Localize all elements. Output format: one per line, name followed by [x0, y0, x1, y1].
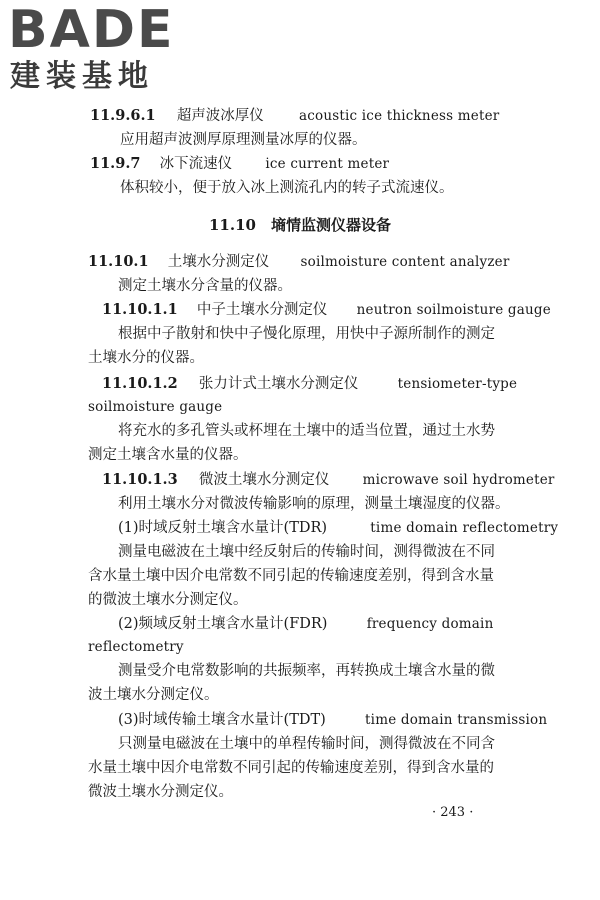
subentry-description: 水量土壤中因介电常数不同引起的传输速度差别，得到含水量的 [88, 760, 494, 776]
page-number: · 243 · [432, 805, 474, 820]
subentry-term-zh: (2)频域反射土壤含水量计(FDR) [118, 616, 328, 632]
logo-subtitle: 建装基地 [10, 59, 154, 94]
subentry-description: 含水量土壤中因介电常数不同引起的传输速度差别，得到含水量 [88, 568, 494, 584]
entry-number: 11.10.1.2 [102, 375, 178, 392]
subentry-term-zh: (1)时域反射土壤含水量计(TDR) [118, 520, 328, 536]
entry-heading [102, 300, 551, 320]
subentry-description: 波土壤水分测定仪。 [88, 687, 219, 703]
logo-brand: BADE [8, 0, 175, 60]
subentry-term-en-continued: reflectometry [88, 639, 184, 655]
entry-term-en: ice current meter [265, 156, 390, 172]
subentry-description: 的微波土壤水分测定仪。 [88, 592, 248, 608]
entry-description: 测定土壤水分含量的仪器。 [118, 278, 292, 294]
subentry-description: 只测量电磁波在土壤中的单程传输时间，测得微波在不同含 [118, 736, 495, 752]
entry-heading [90, 154, 389, 174]
entry-heading [102, 470, 555, 490]
entry-description: 根据中子散射和快中子慢化原理，用快中子源所制作的测定 [118, 326, 495, 342]
entry-description: 体积较小，便于放入冰上测流孔内的转子式流速仪。 [120, 180, 454, 196]
entry-description: 应用超声波测厚原理测量冰厚的仪器。 [120, 132, 367, 148]
entry-number: 11.10.1 [88, 253, 149, 270]
entry-term-en: tensiometer-type [397, 376, 518, 392]
entry-term-en-continued: soilmoisture gauge [88, 399, 223, 415]
entry-heading [90, 106, 499, 126]
entry-number: 11.10.1.1 [102, 301, 178, 318]
entry-term-en: neutron soilmoisture gauge [356, 302, 551, 318]
subentry-description: 微波土壤水分测定仪。 [88, 784, 233, 800]
entry-term-en: acoustic ice thickness meter [299, 108, 500, 124]
subentry-description: 测量电磁波在土壤中经反射后的传输时间，测得微波在不同 [118, 544, 495, 560]
entry-term-zh: 冰下流速仪 [159, 156, 233, 172]
subentry-term-en: frequency domain [366, 616, 494, 632]
subentry-description: 测量受介电常数影响的共振频率，再转换成土壤含水量的微 [118, 663, 495, 679]
entry-term-en: microwave soil hydrometer [362, 472, 555, 488]
entry-heading [88, 252, 510, 272]
entry-description: 将充水的多孔管头或杯埋在土壤中的适当位置，通过土水势 [118, 423, 495, 439]
entry-number: 11.9.7 [90, 155, 141, 172]
entry-description: 利用土壤水分对微波传输影响的原理，测量土壤湿度的仪器。 [118, 496, 510, 512]
entry-term-en: soilmoisture content analyzer [300, 254, 510, 270]
entry-term-zh: 张力计式土壤水分测定仪 [198, 376, 359, 392]
subentry-heading [118, 614, 493, 634]
entry-number: 11.9.6.1 [90, 107, 156, 124]
entry-heading [102, 374, 517, 394]
section-title: 11.10 墒情监测仪器设备 [209, 216, 391, 234]
subentry-term-en: time domain transmission [365, 712, 548, 728]
subentry-heading [118, 710, 547, 730]
subentry-term-zh: (3)时域传输土壤含水量计(TDT) [118, 712, 326, 728]
entry-number: 11.10.1.3 [102, 471, 178, 488]
entry-description: 土壤水分的仪器。 [88, 350, 204, 366]
entry-term-zh: 土壤水分测定仪 [167, 254, 270, 270]
entry-description: 测定土壤含水量的仪器。 [88, 447, 248, 463]
subentry-heading [118, 518, 558, 538]
entry-term-zh: 中子土壤水分测定仪 [196, 302, 328, 318]
entry-term-zh: 超声波冰厚仪 [176, 108, 264, 124]
subentry-term-en: time domain reflectometry [370, 520, 559, 536]
entry-term-zh: 微波土壤水分测定仪 [198, 472, 330, 488]
